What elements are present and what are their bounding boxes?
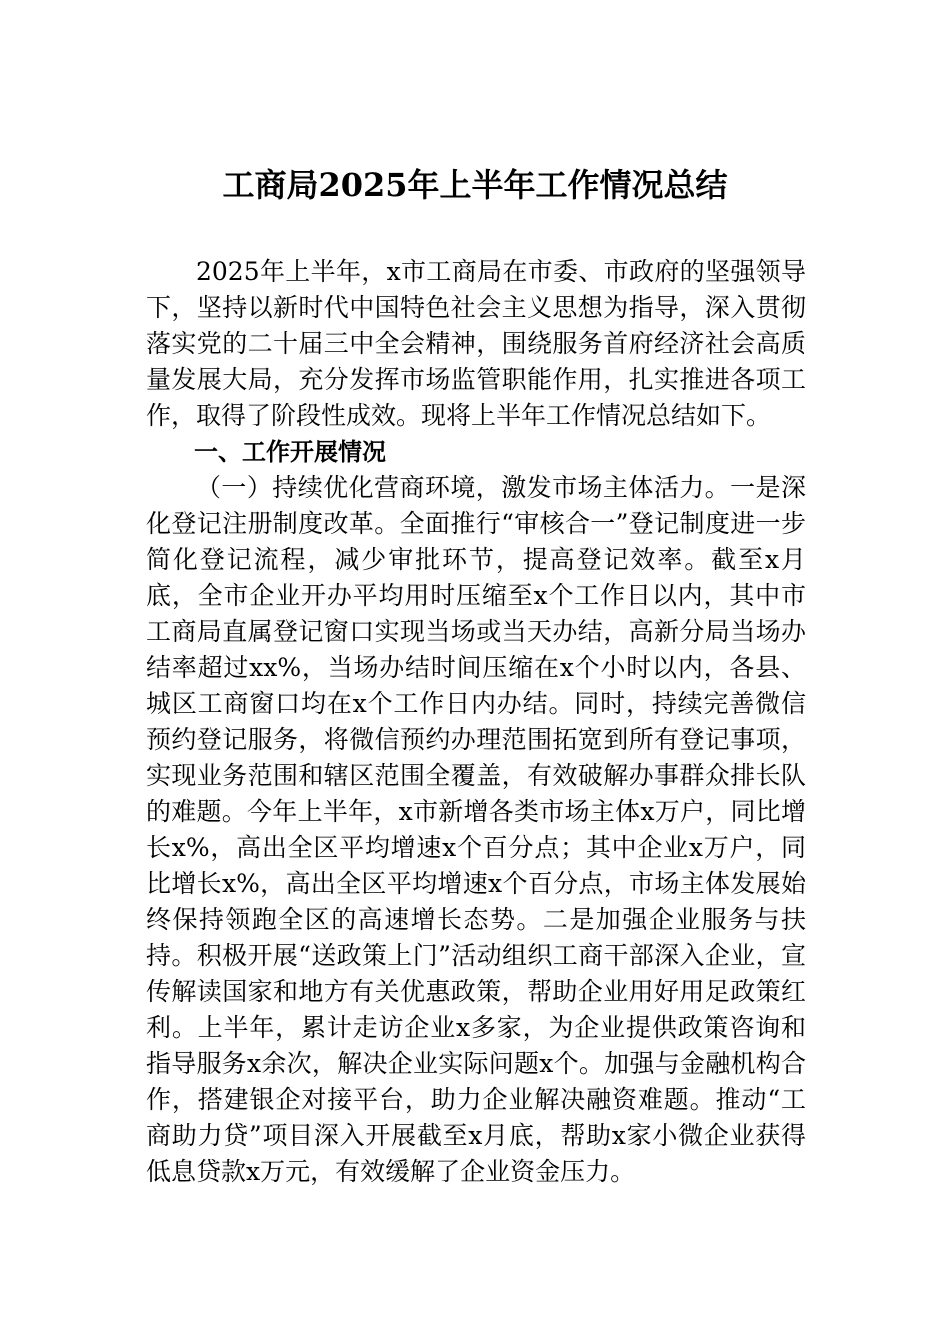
section-heading: 一、工作开展情况 [194, 438, 386, 466]
section-paragraph: （一）持续优化营商环境，激发市场主体活力。一是深化登记注册制度改革。全面推行“审核合一”登记制度进一步简化登记流程，减少审批环节，提高登记效率。截至x月底，全市企业开办平均用时压缩至x个工作日以内，其中市工商局直属登记窗口实现当场或当天办结，高新分局当场办结率超过xx%，当场办结时间压缩在x个小时以内，各县、城区工商窗口均在x个工作日内办结。同时，持续完善微信预约登记服务，将微信预约办理范围拓宽到所有登记事项，实现业务范围和辖区范围全覆盖，有效破解办事群众排长队的难题。今年上半年，x市新增各类市场主体x万户，同比增长x%，高出全区平均增速x个百分点；其中企业x万户，同比增长x%，高出全区平均增速x个百分点，市场主体发展始终保持领跑全区的高速增长态势。二是加强企业服务与扶持。积极开展“送政策上门”活动组织工商干部深入企业，宣传解读国家和地方有关优惠政策，帮助企业用好用足政策红利。上半年，累计走访企业x多家，为企业提供政策咨询和指导服务x余次，解决企业实际问题x个。加强与金融机构合作，搭建银企对接平台，助力企业解决融资难题。推动“工商助力贷”项目深入开展截至x月底，帮助x家小微企业获得低息贷款x万元，有效缓解了企业资金压力。 [146, 473, 806, 1186]
document-title: 工商局2025年上半年工作情况总结 [222, 166, 728, 204]
intro-paragraph: 2025年上半年，x市工商局在市委、市政府的坚强领导下，坚持以新时代中国特色社会主义思想为指导，深入贯彻落实党的二十届三中全会精神，围绕服务首府经济社会高质量发展大局，充分发挥市场监管职能作用，扎实推进各项工作，取得了阶段性成效。现将上半年工作情况总结如下。 [146, 257, 806, 430]
document-body [146, 254, 806, 1190]
